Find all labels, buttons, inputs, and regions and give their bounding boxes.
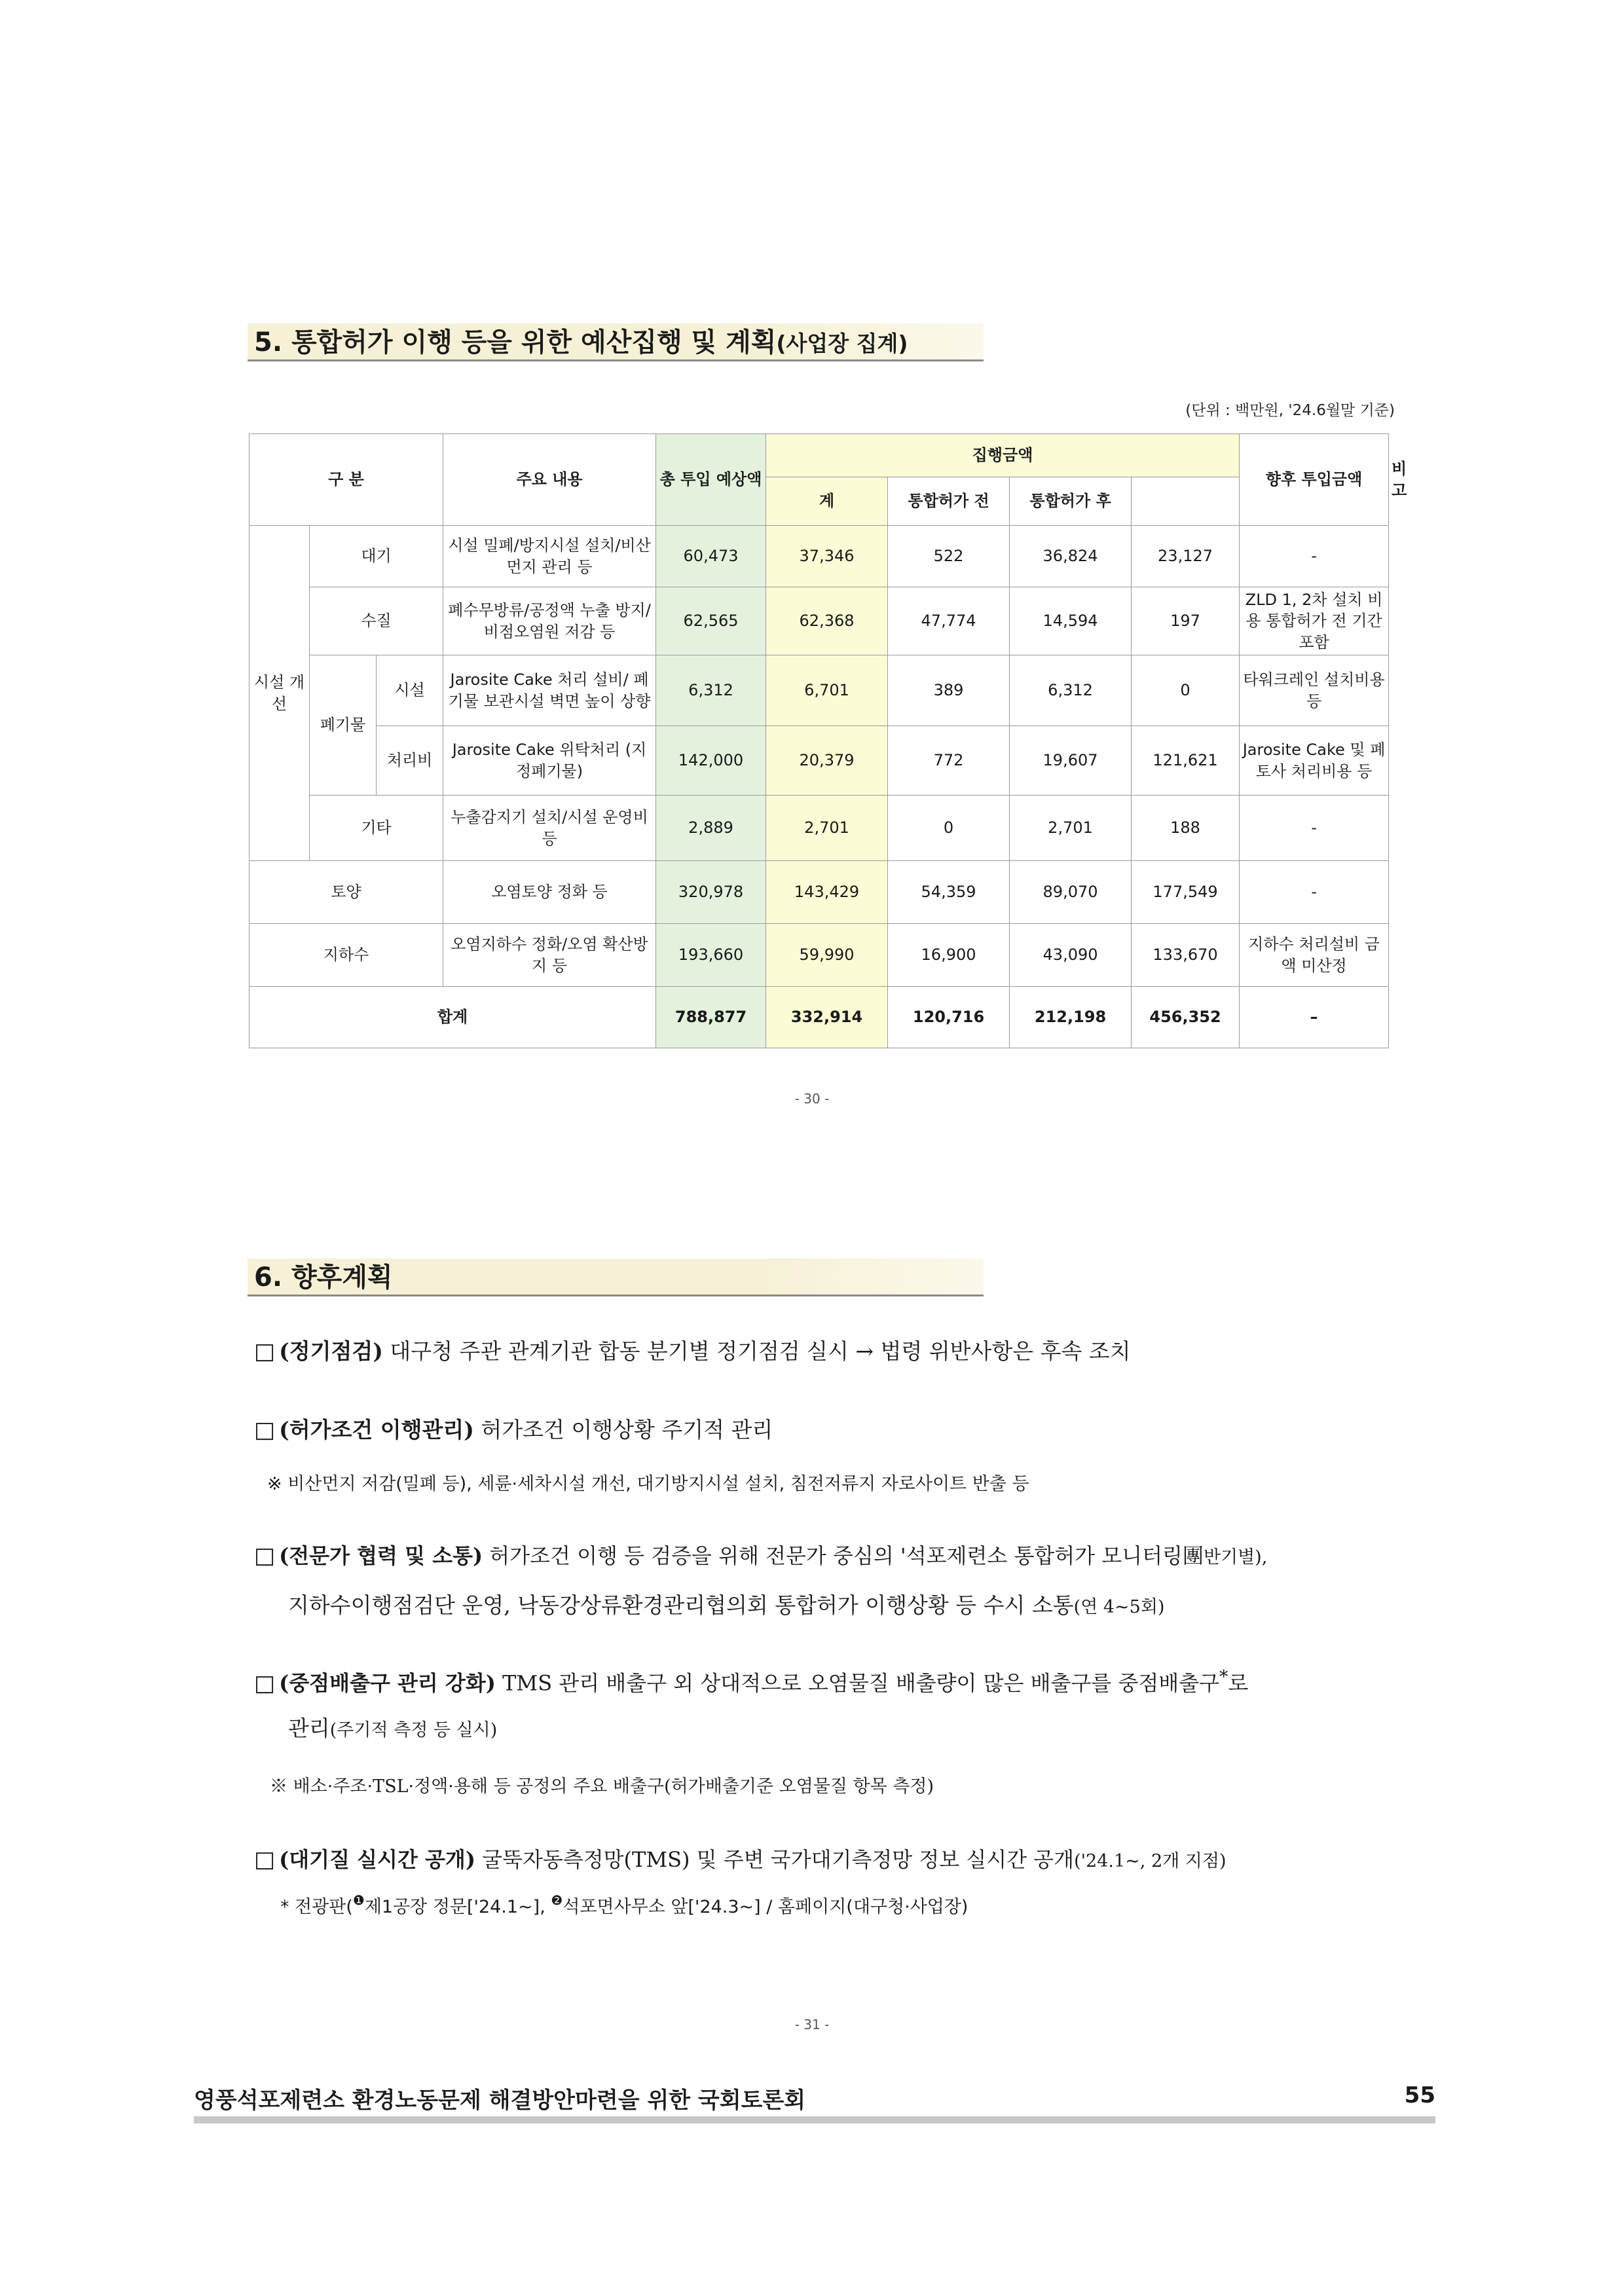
header-after: 통합허가 후 [1010,477,1132,526]
row-category: 수질 [310,587,443,655]
row-content: 누출감지기 설치/시설 운영비 등 [443,796,656,861]
row-after: 19,607 [1010,726,1132,796]
row-sum: 6,701 [766,655,888,726]
total-row [249,987,1389,1048]
row-future: 121,621 [1132,726,1240,796]
row-content: 시설 밀폐/방지시설 설치/비산먼지 관리 등 [443,526,656,587]
row-before: 16,900 [888,924,1010,987]
plan-item: □ (허가조건 이행관리) 허가조건 이행상황 주기적 관리 [254,1417,773,1443]
footer-page-number: 55 [1404,2082,1435,2108]
plan-item: □ (중점배출구 관리 강화) TMS 관리 배출구 외 상대적으로 오염물질 배출량이 많은 배출구를 중점배출구*로 [254,1667,1249,1697]
header-total: 총 투입 예상액 [656,434,766,526]
row-after: 89,070 [1010,861,1132,924]
row-content: Jarosite Cake 위탁처리 (지정폐기물) [443,726,656,796]
row-category: 지하수 [249,924,443,987]
row-future: 0 [1132,655,1240,726]
row-total: 62,565 [656,587,766,655]
row-after: 36,824 [1010,526,1132,587]
row-category: 토양 [249,861,443,924]
row-before: 389 [888,655,1010,726]
note-text: * 전광판($^❶$제1공장 정문['24.1~], $^❷$석포면사무소 앞['24.3~] / 홈페이지(대구청·사업장) [280,1892,969,1917]
table-row [249,587,1389,655]
row-after: 6,312 [1010,655,1132,726]
row-sum: 59,990 [766,924,888,987]
plan-item: □ (전문가 협력 및 소통) 허가조건 이행 등 검증을 위해 전문가 중심의 '석포제련소 통합허가 모니터링團반기별), [254,1543,1268,1569]
row-before: 54,359 [888,861,1010,924]
row-sum: 2,701 [766,796,888,861]
footer-divider [194,2116,1435,2123]
checkbox-icon: □ [254,1338,276,1365]
row-content: 오염지하수 정화/오염 확산방지 등 [443,924,656,987]
row-total: 6,312 [656,655,766,726]
table-row [249,526,1389,587]
row-before: 47,774 [888,587,1010,655]
group-waste: 폐기물 [310,655,377,796]
header-row-1: 구 분 주요 내용 총 투입 예상액 집행금액 향후 투입금액 비고 [249,434,1389,477]
row-after: 14,594 [1010,587,1132,655]
row-note: 지하수 처리설비 금액 미산정 [1240,924,1389,987]
plan-item: □ (대기질 실시간 공개) 굴뚝자동측정망(TMS) 및 주변 국가대기측정망 정보 실시간 공개('24.1~, 2개 지점) [254,1846,1227,1873]
row-total: 193,660 [656,924,766,987]
row-future: 188 [1132,796,1240,861]
header-exec-sum: 계 [766,477,888,526]
row-content: 폐수무방류/공정액 누출 방지/비점오염원 저감 등 [443,587,656,655]
row-after: 43,090 [1010,924,1132,987]
row-sum: 20,379 [766,726,888,796]
total-after: 212,198 [1010,987,1132,1048]
header-future: 향후 투입금액 [1240,434,1389,526]
page-number: - 31 - [794,2017,830,2032]
row-note: ZLD 1, 2차 설치 비용 통합허가 전 기간 포함 [1240,587,1389,655]
row-total: 320,978 [656,861,766,924]
header-content: 주요 내용 [443,434,656,526]
total-label: 합계 [249,987,656,1048]
page-number: - 30 - [794,1091,830,1107]
section6-title: 6. 향후계획 [248,1258,984,1296]
checkbox-icon: □ [254,1543,276,1569]
row-after: 2,701 [1010,796,1132,861]
row-sum: 37,346 [766,526,888,587]
row-note: - [1240,526,1389,587]
total-total: 788,877 [656,987,766,1048]
checkbox-icon: □ [254,1846,276,1873]
row-future: 133,670 [1132,924,1240,987]
table-row [249,796,1389,861]
row-content: Jarosite Cake 처리 설비/ 폐기물 보관시설 벽면 높이 상향 [443,655,656,726]
row-category: 처리비 [377,726,443,796]
total-sum: 332,914 [766,987,888,1048]
note-text: ※ 비산먼지 저감(밀폐 등), 세륜·세차시설 개선, 대기방지시설 설치, 침전저류지 자로사이트 반출 등 [267,1474,1029,1494]
row-future: 177,549 [1132,861,1240,924]
row-total: 2,889 [656,796,766,861]
table-row [249,726,1389,796]
plan-item-continued: 지하수이행점검단 운영, 낙동강상류환경관리협의회 통합허가 이행상황 등 수시 소통(연 4~5회) [288,1592,1165,1618]
checkbox-icon: □ [254,1670,276,1697]
total-before: 120,716 [888,987,1010,1048]
row-sum: 143,429 [766,861,888,924]
header-exec: 집행금액 [766,434,1240,477]
row-before: 772 [888,726,1010,796]
row-category: 대기 [310,526,443,587]
section5-title: 5. 통합허가 이행 등을 위한 예산집행 및 계획(사업장 집계) [248,323,984,361]
total-future: 456,352 [1132,987,1240,1048]
checkbox-icon: □ [254,1417,276,1443]
table-row [249,861,1389,924]
row-future: 197 [1132,587,1240,655]
table-row [249,924,1389,987]
row-total: 142,000 [656,726,766,796]
row-future: 23,127 [1132,526,1240,587]
row-note: Jarosite Cake 및 폐토사 처리비용 등 [1240,726,1389,796]
budget-table [249,433,1407,1048]
plan-item: □ (정기점검) 대구청 주관 관계기관 합동 분기별 정기점검 실시 → 법령 위반사항은 후속 조치 [254,1338,1131,1365]
row-note: - [1240,861,1389,924]
table-row [249,655,1389,726]
row-before: 522 [888,526,1010,587]
row-total: 60,473 [656,526,766,587]
row-sum: 62,368 [766,587,888,655]
header-before: 통합허가 전 [888,477,1010,526]
row-category: 시설 [377,655,443,726]
row-category: 기타 [310,796,443,861]
row-before: 0 [888,796,1010,861]
total-note: – [1240,987,1389,1048]
group-facility: 시설 개선 [249,526,310,861]
unit-note: (단위 : 백만원, '24.6월말 기준) [1185,402,1395,419]
row-note: 타워크레인 설치비용 등 [1240,655,1389,726]
row-content: 오염토양 정화 등 [443,861,656,924]
header-category: 구 분 [249,434,443,526]
row-note: - [1240,796,1389,861]
footer-title: 영풍석포제련소 환경노동문제 해결방안마련을 위한 국회토론회 [194,2087,806,2114]
note-text: ※ 배소·주조·TSL·정액·용해 등 공정의 주요 배출구(허가배출기준 오염물질 항목 측정) [270,1776,934,1797]
plan-item-continued: 관리(주기적 측정 등 실시) [288,1716,498,1741]
